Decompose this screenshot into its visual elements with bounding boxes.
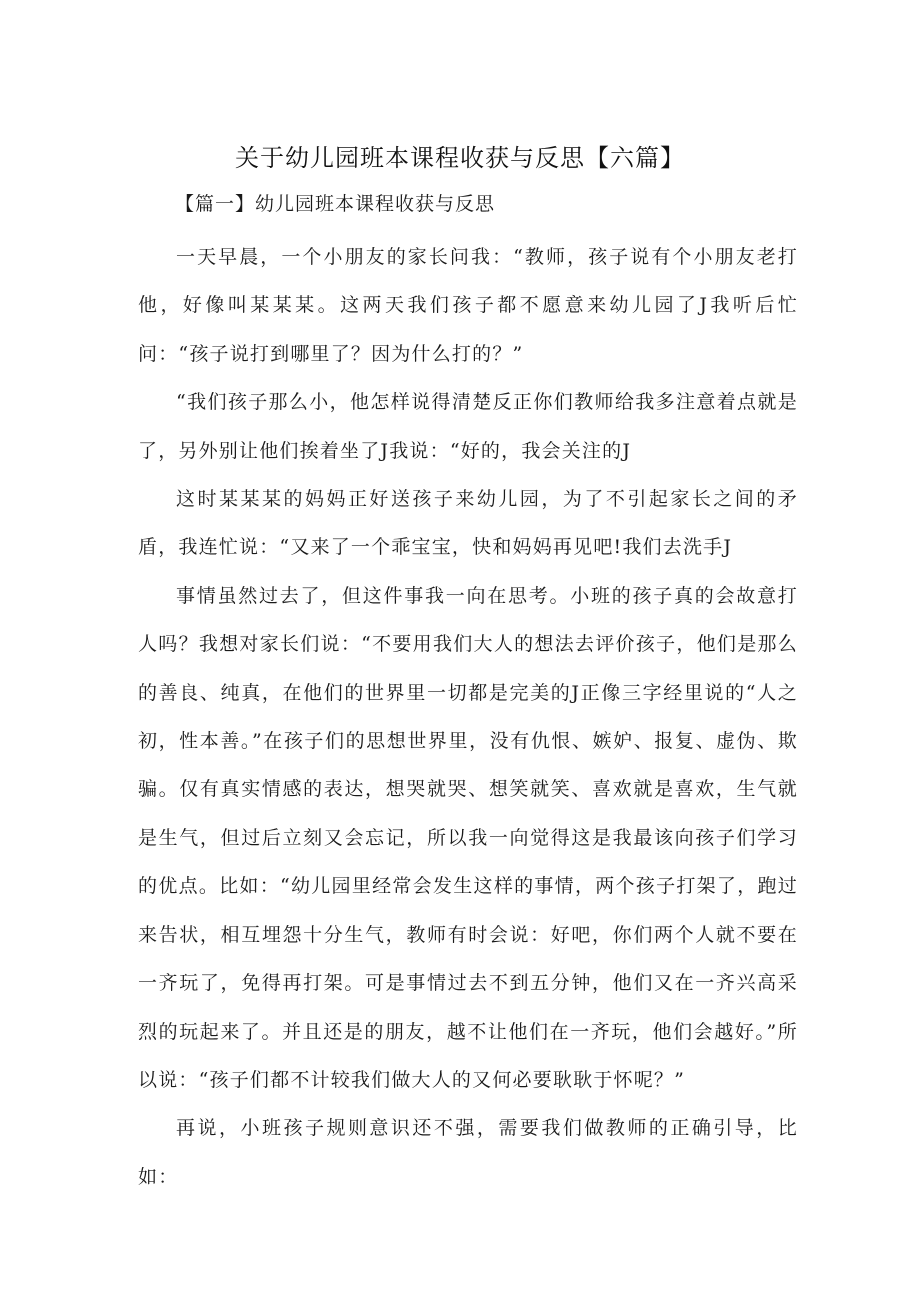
document-title: 关于幼儿园班本课程收获与反思【六篇】 xyxy=(235,144,685,172)
paragraph: 再说，小班孩子规则意识还不强，需要我们做教师的正确引导，比如： xyxy=(138,1117,798,1188)
paragraph: 这时某某某的妈妈正好送孩子来幼儿园，为了不引起家长之间的矛盾，我连忙说：“又来了一个乖宝宝，快和妈妈再见吧!我们去洗手J xyxy=(138,488,798,559)
section-heading: 【篇一】幼儿园班本课程收获与反思 xyxy=(175,193,496,215)
paragraph: “我们孩子那么小，他怎样说得清楚反正你们教师给我多注意着点就是了，另外别让他们挨着坐了J我说：“好的，我会关注的J xyxy=(138,391,798,462)
paragraph: 事情虽然过去了，但这件事我一向在思考。小班的孩子真的会故意打人吗？我想对家长们说：“不要用我们大人的想法去评价孩子，他们是那么的善良、纯真，在他们的世界里一切都是完美的J正像三字经里说的“人之初，性本善。”在孩子们的思想世界里，没有仇恨、嫉妒、报复、虚伪、欺骗。仅有真实情感的表达，想哭就哭、想笑就笑、喜欢就是喜欢，生气就是生气，但过后立刻又会忘记，所以我一向觉得这是我最该向孩子们学习的优点。比如：“幼儿园里经常会发生这样的事情，两个孩子打架了，跑过来告状，相互埋怨十分生气，教师有时会说：好吧，你们两个人就不要在一齐玩了，免得再打架。可是事情过去不到五分钟，他们又在一齐兴高采烈的玩起来了。并且还是的朋友，越不让他们在一齐玩，他们会越好。”所以说：“孩子们都不计较我们做大人的又何必要耿耿于怀呢？” xyxy=(138,584,798,1091)
document-body xyxy=(138,233,798,1201)
paragraph: 一天早晨，一个小朋友的家长问我：“教师，孩子说有个小朋友老打他，好像叫某某某。这两天我们孩子都不愿意来幼儿园了J我听后忙问：“孩子说打到哪里了？因为什么打的？” xyxy=(138,246,798,365)
